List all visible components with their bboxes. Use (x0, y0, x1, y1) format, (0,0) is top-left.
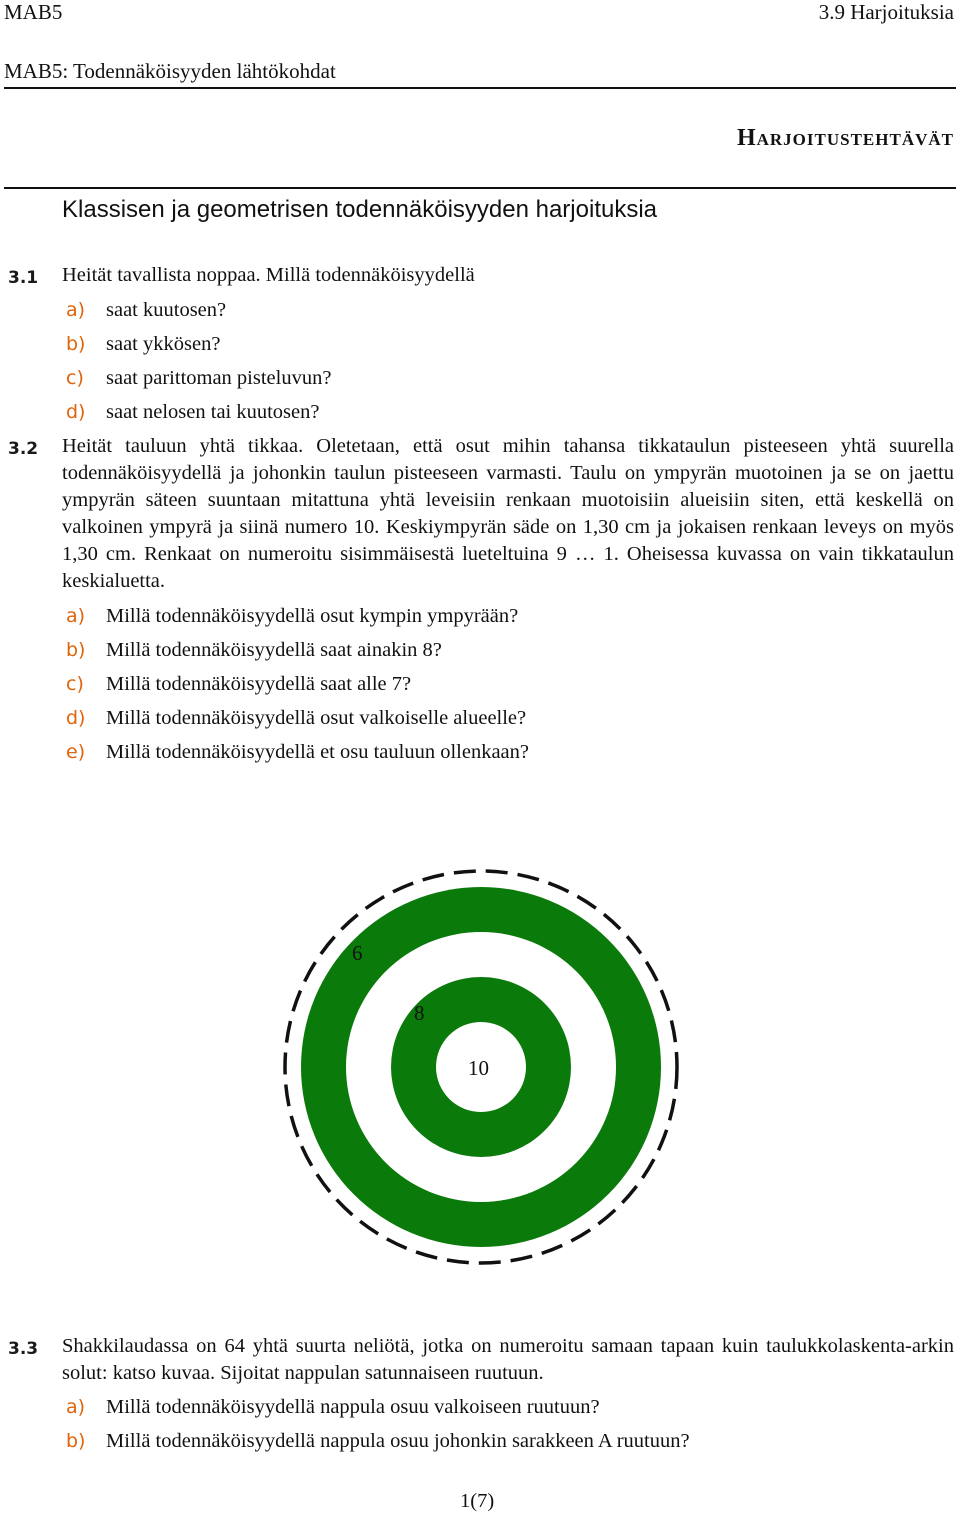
course-title: MAB5: Todennäköisyyden lähtökohdat (4, 59, 336, 83)
page-number: 1(7) (460, 1490, 495, 1512)
item-text: saat ykkösen? (106, 333, 221, 355)
item-label: d) (66, 401, 86, 423)
item-text: Millä todennäköisyydellä saat alle 7? (106, 673, 412, 695)
exercise-text: Heität tavallista noppaa. Millä todennäköisyydellä (62, 264, 475, 286)
item-label: b) (66, 333, 86, 355)
item-label: a) (66, 299, 86, 321)
item-text: Millä todennäköisyydellä nappula osuu johonkin sarakkeen A ruutuun? (106, 1430, 690, 1452)
item-text: saat parittoman pisteluvun? (106, 367, 332, 389)
item-label: d) (66, 707, 86, 729)
ring-label-10: 10 (468, 1056, 489, 1080)
item-label: a) (66, 605, 86, 627)
item-text: Millä todennäköisyydellä et osu tauluun ollenkaan? (106, 741, 529, 763)
item-text: Millä todennäköisyydellä saat ainakin 8? (106, 639, 442, 661)
item-text: saat kuutosen? (106, 299, 227, 321)
section-title: Klassisen ja geometrisen todennäköisyyden harjoituksia (62, 196, 658, 223)
header-right: 3.9 Harjoituksia (818, 0, 954, 24)
item-text: saat nelosen tai kuutosen? (106, 401, 320, 423)
exercise-text: Shakkilaudassa on 64 yhtä suurta neliötä, jotka on numeroitu samaan tapaan kuin taulukkolaskenta-arkin solut: katso kuvaa. Sijoitat nappulan satunnaiseen ruutuun. (62, 1335, 954, 1384)
header-left: MAB5 (4, 0, 63, 24)
item-label: b) (66, 639, 86, 661)
item-text: Millä todennäköisyydellä osut kympin ympyrään? (106, 605, 519, 627)
item-label: a) (66, 1396, 86, 1418)
exercise-number: 3.1 (8, 268, 39, 288)
ring-label-6: 6 (352, 941, 363, 965)
item-label: b) (66, 1430, 86, 1452)
item-text: Millä todennäköisyydellä osut valkoiselle alueelle? (106, 707, 527, 729)
exercise-text: Heität tauluun yhtä tikkaa. Oletetaan, että osut mihin tahansa tikkataulun pisteeseen yhtä suurella todennäköisyydellä ja johonkin taulun pisteeseen varmasti. Taulu on ympyrän muotoinen ja se on jaettu ympyrän säteen suuntaan mitattuna yhtä leveisiin renkaan muotoisiin alueisiin siten, että keskellä on valkoinen ympyrä ja siinä numero 10. Keskiympyrän säde on 1,30 cm ja jokaisen renkaan leveys on myös 1,30 cm. Renkaat on numeroitu sisimmäisestä lueteltuina 9 … 1. Oheisessa kuvassa on vain tikkataulun keskialuetta. (62, 435, 954, 592)
item-text: Millä todennäköisyydellä nappula osuu valkoiseen ruutuun? (106, 1396, 600, 1418)
item-label: c) (66, 673, 84, 695)
section-heading: Harjoitustehtävät (736, 125, 954, 151)
ring-label-8: 8 (414, 1001, 425, 1025)
exercise-number: 3.2 (8, 439, 39, 459)
item-label: c) (66, 367, 84, 389)
exercise-number: 3.3 (8, 1339, 39, 1359)
item-label: e) (66, 741, 86, 763)
